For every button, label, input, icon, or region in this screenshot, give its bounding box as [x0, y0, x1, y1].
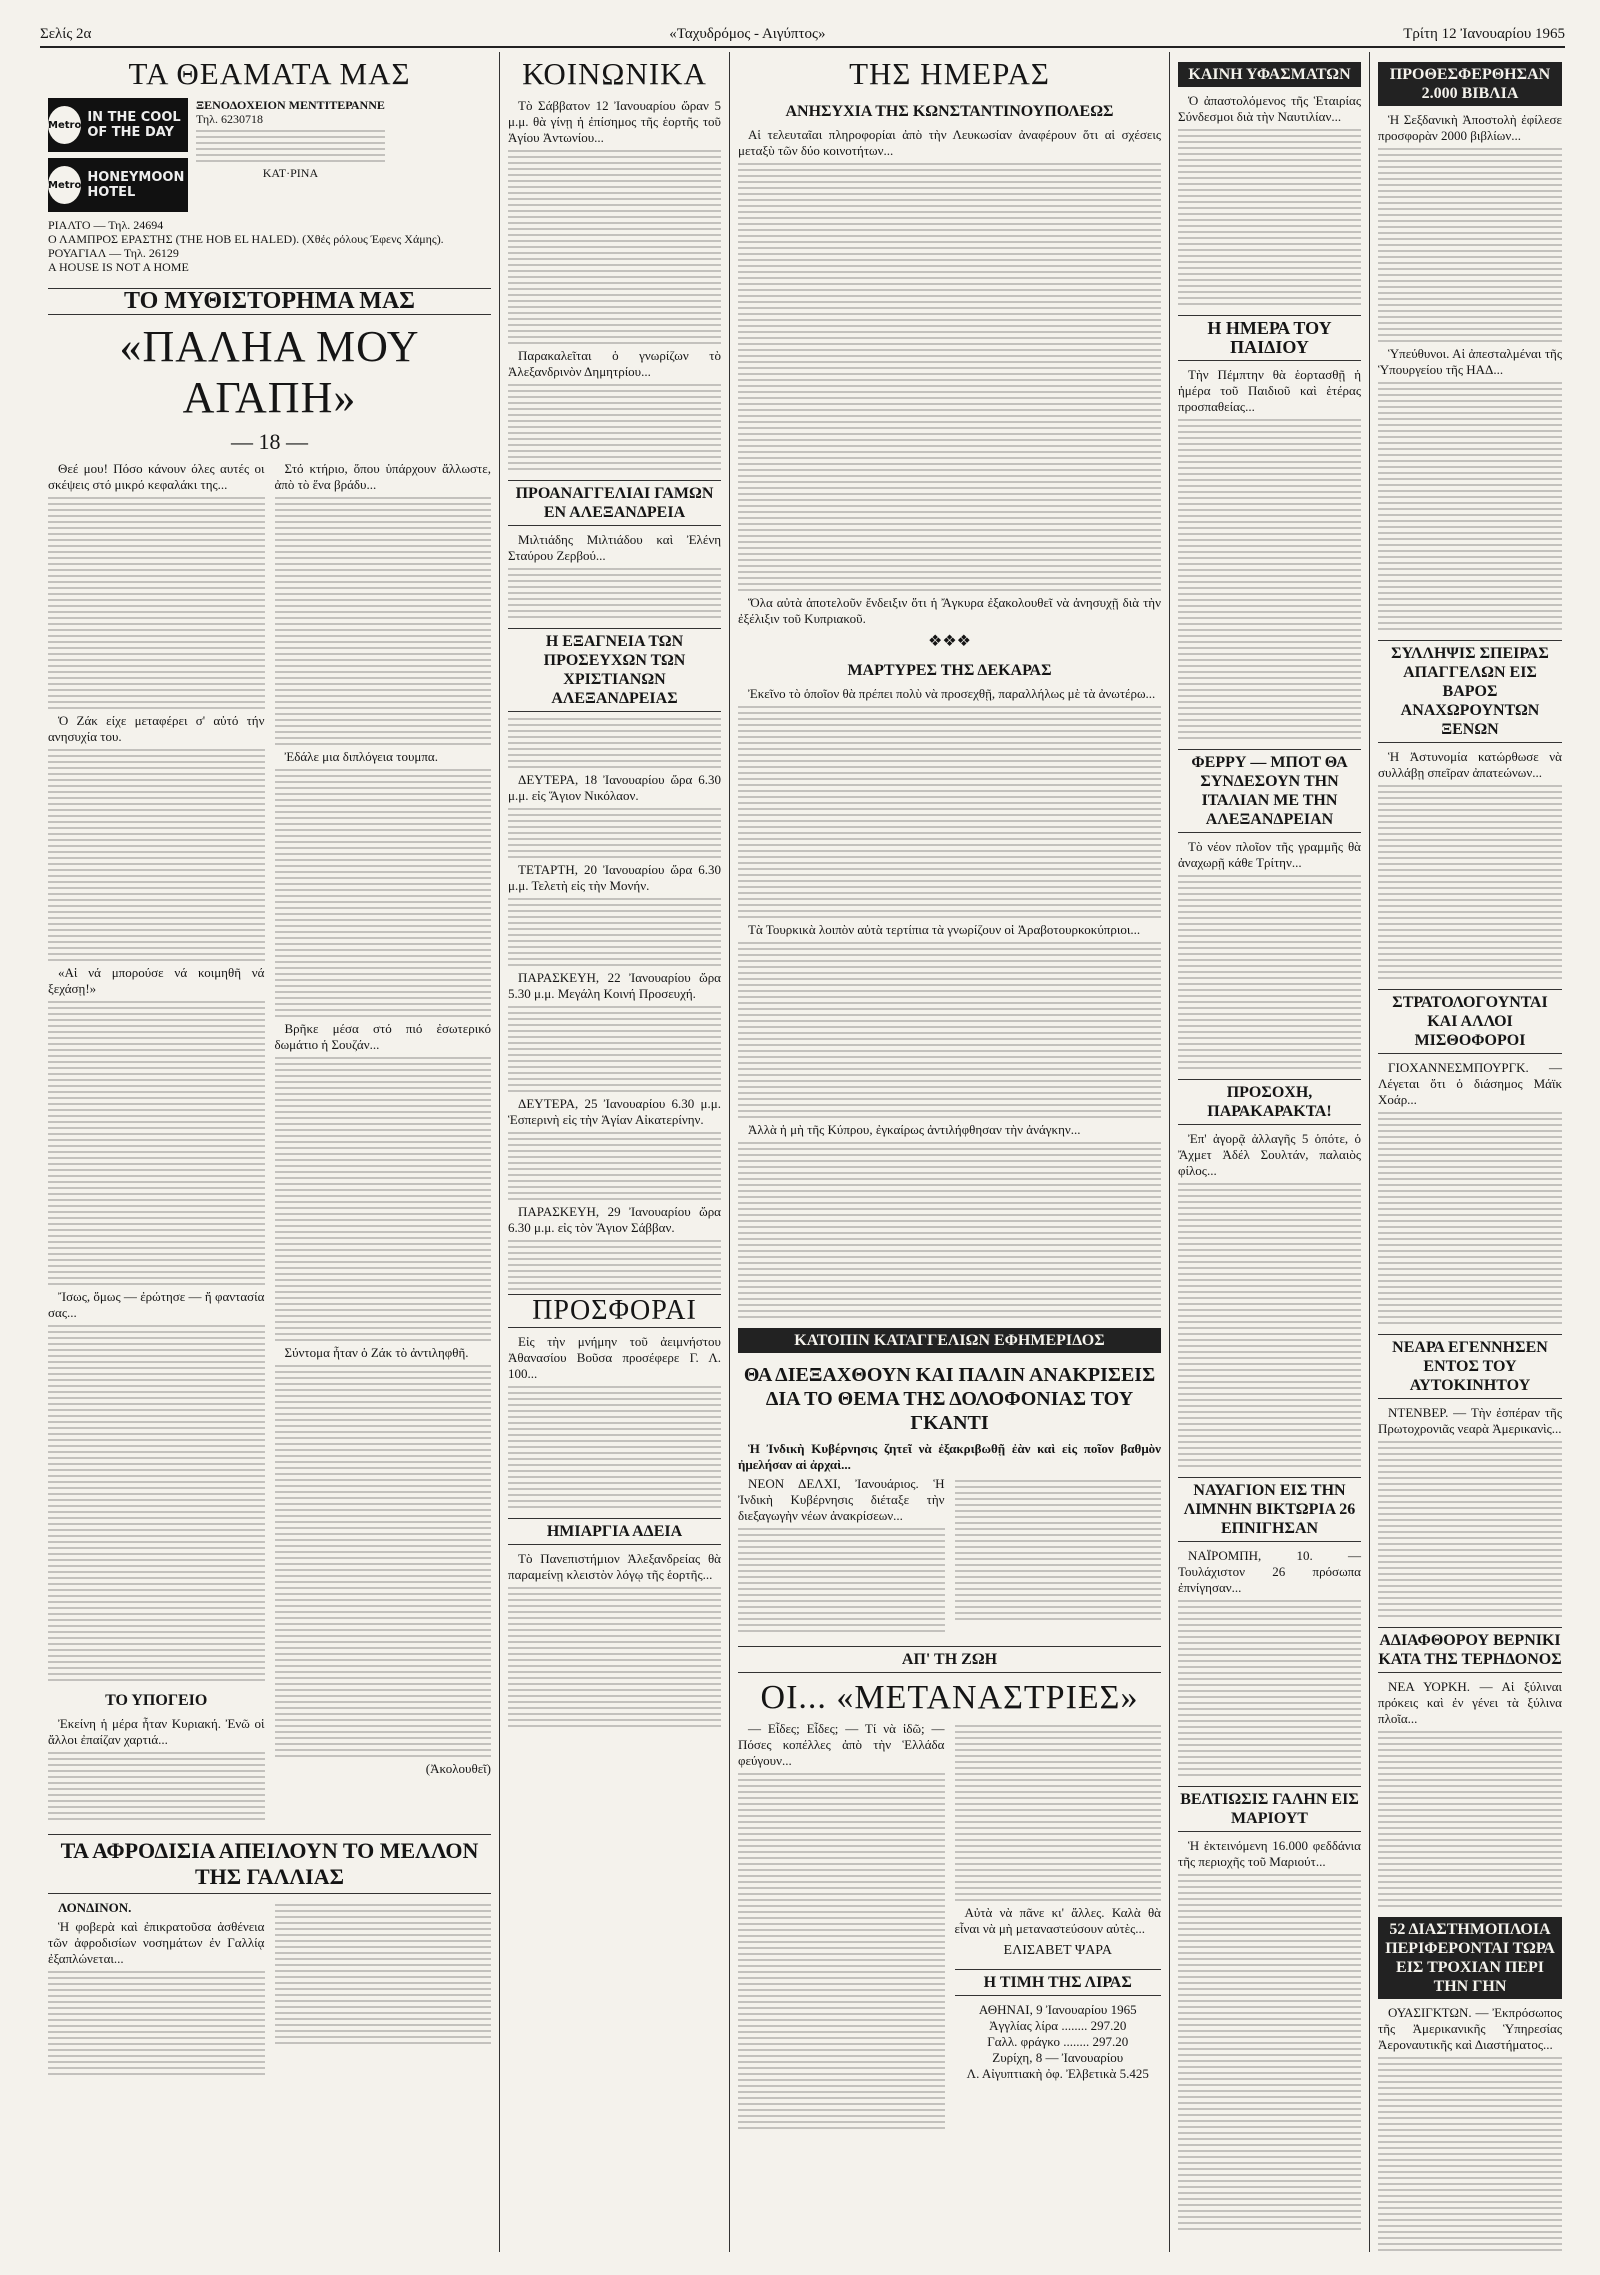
prayer-entry: ΠΑΡΑΣΚΕΥΗ, 29 Ἰανουαρίου ὥρα 6.30 μ.μ. εἰς τὸν Ἅγιον Σάββαν. — [508, 1204, 721, 1235]
film-title: IN THE COOL OF THE DAY — [87, 110, 181, 140]
article-heading-migrants: ΟΙ... «ΜΕΤΑΝΑΣΤΡΙΕΣ» — [760, 1679, 1139, 1716]
article-paragraph: Ἡ φοβερὰ καὶ ἐπικρατοῦσα ἀσθένεια τῶν ἀφροδισίων νοσημάτων ἐν Γαλλίᾳ ἐξαπλώνεται... — [48, 1919, 265, 1966]
listing-line: ΡΙΑΛΤΟ — Τηλ. 24694 — [48, 218, 164, 232]
hotel-ad-phone: Τηλ. 6230718 — [196, 112, 263, 126]
serial-body — [48, 461, 491, 1824]
hotel-ad — [196, 98, 385, 212]
article-heading-spacecraft: 52 ΔΙΑΣΤΗΜΟΠΛΟΙΑ ΠΕΡΙΦΕΡΟΝΤΑΙ ΤΩΡΑ ΕΙΣ ΤΡΟΧΙΑΝ ΠΕΡΙ ΤΗΝ ΓΗΝ — [1378, 1917, 1562, 1999]
article-body-france — [48, 1900, 491, 2079]
migrants-body — [738, 1721, 1161, 2133]
offers-heading: ΠΡΟΣΦΟΡΑΙ — [508, 1294, 721, 1328]
rate-line: Ἀγγλίας λίρα ........ 297.20 — [989, 2018, 1127, 2033]
article-paragraph: ΓΙΟΧΑΝΝΕΣΜΠΟΥΡΓΚ. — Λέγεται ὅτι ὁ διάσημος Μάϊκ Χοάρ... — [1378, 1060, 1562, 1107]
newspaper-name: «Ταχυδρόμος - Αιγύπτος» — [669, 25, 826, 42]
column-entertainment — [40, 52, 500, 2252]
cinema-listing — [48, 218, 491, 274]
article-lead: Ἡ Ἰνδικὴ Κυβέρνησις ζητεῖ νὰ ἐξακριβωθῇ ἐὰν καὶ εἰς ποῖον βαθμὸν ἠμελήσαν αἱ ἀρχαὶ... — [738, 1441, 1161, 1472]
metro-logo-mark: Metro — [48, 106, 81, 144]
article-paragraph: ΝΤΕΝΒΕΡ. — Τὴν ἐσπέραν τῆς Πρωτοχρονιᾶς νεαρὰ Ἀμερικανὶς... — [1378, 1405, 1562, 1436]
rate-line: Γαλλ. φράγκο ........ 297.20 — [987, 2034, 1129, 2049]
article-paragraph: Τὰ Τουρκικὰ λοιπὸν αὐτὰ τερτίπια τὰ γνωρίζουν οἱ Ἀραβοτουρκοκύπριοι... — [748, 922, 1141, 937]
prayers-heading: Η ΕΞΑΓΝΕΙΑ ΤΩΝ ΠΡΟΣΕΥΧΩΝ ΤΩΝ ΧΡΙΣΤΙΑΝΩΝ ΑΛΕΞΑΝΔΡΕΙΑΣ — [508, 628, 721, 712]
article-paragraph: Αὐτὰ νὰ πᾶνε κι' ἄλλες. Καλὰ θὰ εἶναι νὰ μὴ μεταναστεύσουν αὐτὲς... — [954, 1905, 1161, 1936]
serial-chapter: — 18 — — [231, 429, 308, 454]
article-paragraph: Ἀλλὰ ἡ μὴ τῆς Κύπρου, ἐγκαίρως ἀντιλήφθησαν τὴν ἀνάγκην... — [748, 1122, 1081, 1137]
prayer-entry: ΔΕΥΤΕΡΑ, 18 Ἰανουαρίου ὥρα 6.30 μ.μ. εἰς Ἅγιον Νικόλαον. — [508, 772, 721, 803]
article-paragraph: ΟΥΑΣΙΓΚΤΩΝ. — Ἐκπρόσωπος τῆς Ἀμερικανικῆς Ὑπηρεσίας Ἀεροναυτικῆς καὶ Διαστήματος... — [1378, 2005, 1562, 2052]
article-paragraph: Ἐκεῖνο τὸ ὁποῖον θὰ πρέπει πολὺ νὰ προσεχθῇ, παραλλήλως μὲ τὰ ἀνωτέρω... — [748, 686, 1156, 701]
serial-header: ΤΟ ΜΥΘΙΣΤΟΡΗΜΑ ΜΑΣ — [48, 288, 491, 315]
section-title-theatres: ΤΑ ΘΕΑΜΑΤΑ ΜΑΣ — [128, 56, 411, 91]
hotel-ad-title: ΞΕΝΟΔΟΧΕΙΟΝ ΜΕΝΤΙΤΕΡΑΝΝΕ — [196, 98, 385, 112]
serial-paragraph: Ἐκείνη ἡ μέρα ἦταν Κυριακή. Ἐνῶ οἱ ἄλλοι ἐπαίζαν χαρτιά... — [48, 1716, 265, 1747]
article-heading-gang: ΣΥΛΛΗΨΙΣ ΣΠΕΙΡΑΣ ΑΠΑΓΓΕΛΩΝ ΕΙΣ ΒΑΡΟΣ ΑΝΑΧΩΡΟΥΝΤΩΝ ΞΕΝΩΝ — [1378, 640, 1562, 743]
prayer-entry: ΠΑΡΑΣΚΕΥΗ, 22 Ἰανουαρίου ὥρα 5.30 μ.μ. Μεγάλη Κοινή Προσευχή. — [508, 970, 721, 1001]
article-paragraph: Ἡ Σεξδανικὴ Ἀποστολὴ ἐφίλεσε προσφορὰν 2000 βιβλίων... — [1378, 112, 1562, 143]
metro-logo — [48, 98, 188, 152]
lira-heading: Η ΤΙΜΗ ΤΗΣ ΛΙΡΑΣ — [955, 1969, 1162, 1996]
article-heading-attention: ΠΡΟΣΟΧΗ, ΠΑΡΑΚΑΡΑΚΤΑ! — [1178, 1079, 1361, 1125]
weddings-text: Μιλτιάδης Μιλτιάδου καὶ Ἐλένη Σταύρου Ζερβού... — [508, 532, 721, 563]
serial-subheading: ΤΟ ΥΠΟΓΕΙΟ — [105, 1692, 208, 1709]
column-news-1 — [1170, 52, 1370, 2252]
article-heading-gandhi: ΘΑ ΔΙΕΞΑΧΘΟΥΝ ΚΑΙ ΠΑΛΙΝ ΑΝΑΚΡΙΣΕΙΣ ΔΙΑ ΤΟ ΘΕΜΑ ΤΗΣ ΔΟΛΟΦΟΝΙΑΣ ΤΟΥ ΓΚΑΝΤΙ — [743, 1364, 1156, 1434]
masthead — [40, 22, 1565, 48]
cinema-ad — [48, 98, 491, 212]
article-paragraph: — Εἶδες; Εἶδες; — Τί νὰ ἰδῶ; — Πόσες κοπέλλες ἀπὸ τὴν Ἑλλάδα φεύγουν... — [738, 1721, 945, 1768]
weddings-heading: ΠΡΟΑΝΑΓΓΕΛΙΑΙ ΓΑΜΩΝ ΕΝ ΑΛΕΞΑΝΔΡΕΙΑ — [508, 480, 721, 526]
listing-line: A HOUSE IS NOT A HOME — [48, 260, 189, 274]
banner-heading: ΚΑΤΟΠΙΝ ΚΑΤΑΓΓΕΛΙΩΝ ΕΦΗΜΕΡΙΔΟΣ — [738, 1328, 1161, 1353]
rate-line: ΑΘΗΝΑΙ, 9 Ἰανουαρίου 1965 — [978, 2002, 1137, 2017]
social-paragraph: Παρακαλεῖται ὁ γνωρίζων τὸ Ἀλεξανδρινὸν Δημητρίου... — [508, 348, 721, 379]
rate-line: Ζυρίχη, 8 — Ἰανουαρίου — [992, 2050, 1124, 2065]
serial-paragraph: Βρῆκε μέσα στό πιό ἐσωτερικό δωμάτιο ἡ Σουζάν... — [274, 1021, 491, 1052]
metro-logo-mark-2: Metro — [48, 166, 81, 204]
section-title-social: ΚΟΙΝΩΝΙΚΑ — [522, 56, 707, 91]
page-number: Σελίς 2α — [40, 25, 92, 42]
serial-paragraph: Ὁ Ζάκ είχε μεταφέρει σ' αὐτό τήν ανησυχία του. — [48, 713, 265, 744]
article-heading-child-day: Η ΗΜΕΡΑ ΤΟΥ ΠΑΙΔΙΟΥ — [1178, 315, 1361, 361]
article-paragraph: Ὁ ἀπαστολόμενος τῆς Ἑταιρίας Σύνδεσμοι διὰ τὴν Ναυτιλίαν... — [1178, 93, 1361, 124]
article-paragraph: Τὸ νέον πλοῖον τῆς γραμμῆς θὰ ἀναχωρῇ κάθε Τρίτην... — [1178, 839, 1361, 870]
article-heading-books: ΠΡΟΘΕΣΦΕΡΘΗΣΑΝ 2.000 ΒΙΒΛΙΑ — [1378, 62, 1562, 106]
article-paragraph: Αἱ τελευταῖαι πληροφορίαι ἀπὸ τὴν Λευκωσίαν ἀναφέρουν ὅτι αἱ σχέσεις μεταξὺ τῶν δύο κοινοτήτων... — [738, 127, 1161, 158]
article-heading-martyrs: ΜΑΡΤΥΡΕΣ ΤΗΣ ΔΕΚΑΡΑΣ — [847, 662, 1052, 679]
serial-paragraph: Ἐδάλε μια διπλόγεια τουμπα. — [284, 749, 438, 764]
article-paragraph: Τὴν Πέμπτην θὰ ἑορτασθῇ ἡ ἡμέρα τοῦ Παιδιοῦ καὶ ἑτέρας προσπαθείας... — [1178, 367, 1361, 414]
prayer-entry: ΔΕΥΤΕΡΑ, 25 Ἰανουαρίου 6.30 μ.μ. Ἑσπερινὴ εἰς τὴν Ἁγίαν Αἰκατερίνην. — [508, 1096, 721, 1127]
serial-paragraph: Στό κτήριο, ὅπου ὑπάρχουν ἄλλωστε, ἀπὸ τὸ ἕνα βράδυ... — [274, 461, 491, 492]
article-paragraph: ΝΕΑ ΥΟΡΚΗ. — Αἱ ξύλιναι πρόκεις καὶ ἐν γένει τὰ ξύλινα πλοῖα... — [1378, 1679, 1562, 1726]
serial-paragraph: Σύντομα ἦταν ὁ Ζάκ τὸ ἀντιληφθῆ. — [284, 1345, 469, 1360]
serial-title: «ΠΑΛΗΑ ΜΟΥ ΑΓΑΠΗ» — [119, 322, 420, 422]
metro-logo-2 — [48, 158, 188, 212]
article-heading-varnish: ΑΔΙΑΦΘΟΡΟΥ ΒΕΡΝΙΚΙ ΚΑΤΑ ΤΗΣ ΤΕΡΗΔΟΝΟΣ — [1378, 1627, 1562, 1673]
ornament-divider: ❖❖❖ — [927, 633, 972, 650]
serial-paragraph: Θεέ μου! Πόσο κάνουν όλες αυτές οι σκέψεις στό μικρό κεφαλάκι της... — [48, 461, 265, 492]
prayer-entry: ΤΕΤΑΡΤΗ, 20 Ἰανουαρίου ὥρα 6.30 μ.μ. Τελετὴ εἰς τὴν Μονήν. — [508, 862, 721, 893]
article-heading-ferry: ΦΕΡΡΥ — ΜΠΟΤ ΘΑ ΣΥΝΔΕΣΟΥΝ ΤΗΝ ΙΤΑΛΙΑΝ ΜΕ ΤΗΝ ΑΛΕΞΑΝΔΡΕΙΑΝ — [1178, 749, 1361, 833]
listing-line: Ο ΛΑΜΠΡΟΣ ΕΡΑΣΤΗΣ (ΤΗΕ HOB EL HALED). (Χθές ρόλους Έφενς Χάμης). — [48, 232, 444, 246]
article-heading-mariout: ΒΕΛΤΙΩΣΙΣ ΓΑΛΗΝ ΕΙΣ ΜΑΡΙΟΥΤ — [1178, 1786, 1361, 1832]
rate-line: Λ. Αἰγυπτιακὴ ὀφ. Ἐλβετικὰ 5.425 — [966, 2066, 1149, 2081]
article-paragraph: Ὅλα αὐτὰ ἀποτελοῦν ἔνδειξιν ὅτι ἡ Ἄγκυρα ἐξακολουθεῖ νὰ ἀνησυχῇ διὰ τὴν ἐξέλιξιν τοῦ Κυπριακοῦ. — [738, 595, 1161, 626]
article-paragraph: Ἐπ' ἀγορᾷ ἀλλαγῆς 5 ὁπότε, ὁ Ἄχμετ Ἀδέλ Σουλτάν, παλαιὸς φίλος... — [1178, 1131, 1361, 1178]
serial-paragraph: «Αἱ νά μπορούσε νά κοιμηθῆ νά ξεχάσῃ!» — [48, 965, 265, 996]
column-news-2 — [1370, 52, 1570, 2252]
issue-date: Τρίτη 12 Ἰανουαρίου 1965 — [1403, 25, 1565, 42]
listing-line: ΡΟΥΑΓΙΑΛ — Τηλ. 26129 — [48, 246, 179, 260]
article-paragraph: Ὑπεύθυνοι. Αἱ ἀπεσταλμέναι τῆς Ὑπουργείου τῆς ΗΑΔ... — [1378, 346, 1562, 377]
article-paragraph: ΝΕΟΝ ΔΕΛΧΙ, Ἰανουάριος. Ἡ Ἰνδικὴ Κυβέρνησις διέταξε τὴν διεξαγωγὴν νέων ἀνακρίσεων... — [738, 1476, 945, 1523]
offers-text: Εἰς τὴν μνήμην τοῦ ἀειμνήστου Ἀθανασίου Βοῦσα προσέφερε Γ. Λ. 100... — [508, 1334, 721, 1381]
leave-text: Τὸ Πανεπιστήμιον Ἀλεξανδρείας θὰ παραμείνῃ κλειστὸν λόγῳ τῆς ἑορτῆς... — [508, 1551, 721, 1582]
film-title-2: HONEYMOON HOTEL — [87, 170, 185, 200]
column-social — [500, 52, 730, 2252]
article-title-france: ΤΑ ΑΦΡΟΔΙΣΙΑ ΑΠΕΙΛΟΥΝ ΤΟ ΜΕΛΛΟΝ ΤΗΣ ΓΑΛΛΙΑΣ — [48, 1834, 491, 1894]
column-of-the-day — [730, 52, 1170, 2252]
hotel-ad-sign: ΚΑΤ·ΡΙΝΑ — [262, 166, 319, 180]
leave-heading: ΗΜΙΑΡΓΙΑ ΑΔΕΙΑ — [508, 1518, 721, 1545]
article-paragraph: ΝΑΪΡΟΜΠΗ, 10. — Τουλάχιστον 26 πρόσωπα ἐπνίγησαν... — [1178, 1548, 1361, 1595]
article-heading-anxiety: ΑΝΗΣΥΧΙΑ ΤΗΣ ΚΩΝΣΤΑΝΤΙΝΟΥΠΟΛΕΩΣ — [785, 103, 1114, 120]
section-title-day: ΤΗΣ ΗΜΕΡΑΣ — [849, 56, 1050, 91]
section-small-life: ΑΠ' ΤΗ ΖΩΗ — [738, 1646, 1161, 1673]
article-signature: ΕΛΙΣΑΒΕΤ ΨΑΡΑ — [1003, 1943, 1112, 1958]
article-heading-mercenaries: ΣΤΡΑΤΟΛΟΓΟΥΝΤΑΙ ΚΑΙ ΑΛΛΟΙ ΜΙΣΘΟΦΟΡΟΙ — [1378, 989, 1562, 1054]
lira-rates — [955, 2002, 1162, 2082]
social-paragraph: Τὸ Σάββατον 12 Ἰανουαρίου ὥραν 5 μ.μ. θὰ γίνῃ ἡ ἐπίσημος τῆς ἑορτῆς τοῦ Ἁγίου Ἀντωνίου... — [508, 98, 721, 145]
gandhi-body — [738, 1476, 1161, 1636]
article-heading-birth: ΝΕΑΡΑ ΕΓΕΝΝΗΣΕΝ ΕΝΤΟΣ ΤΟΥ ΑΥΤΟΚΙΝΗΤΟΥ — [1378, 1334, 1562, 1399]
article-paragraph: Ἡ ἐκτεινόμενη 16.000 φεδδάνια τῆς περιοχῆς τοῦ Μαριούτ... — [1178, 1838, 1361, 1869]
article-heading-shipwreck: ΝΑΥΑΓΙΟΝ ΕΙΣ ΤΗΝ ΛΙΜΝΗΝ ΒΙΚΤΩΡΙΑ 26 ΕΠΝΙΓΗΣΑΝ — [1178, 1477, 1361, 1542]
to-be-continued: (Ἀκολουθεῖ) — [425, 1761, 491, 1776]
serial-paragraph: Ἴσως, ὅμως — ἐρώτησε — ἤ φαντασία σας... — [48, 1289, 265, 1320]
article-paragraph: Ἡ Ἀστυνομία κατώρθωσε νὰ συλλάβῃ σπεῖραν ἀπατεώνων... — [1378, 749, 1562, 780]
article-heading-textiles: ΚΑΙΝΗ ΥΦΑΣΜΑΤΩΝ — [1178, 62, 1361, 87]
article-place: ΛΟΝΔΙΝΟΝ. — [58, 1900, 132, 1915]
